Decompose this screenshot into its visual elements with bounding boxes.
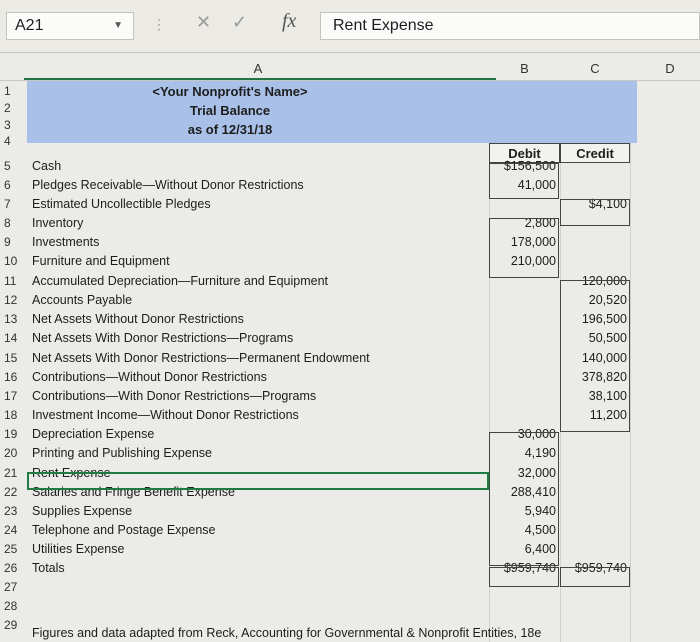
row-number[interactable]: 2 [4,101,11,115]
selected-cell-a21[interactable] [27,472,489,490]
row-number[interactable]: 26 [4,561,18,575]
column-header-c[interactable]: C [590,61,600,76]
row-number[interactable]: 18 [4,408,18,422]
row-number[interactable]: 21 [4,466,18,480]
row-number[interactable]: 28 [4,599,18,613]
row-label[interactable]: Totals [32,561,65,575]
debit-box-cash-pledges [489,163,559,199]
row-label[interactable]: Utilities Expense [32,542,125,556]
row-label[interactable]: Accounts Payable [32,293,133,307]
row-number[interactable]: 12 [4,293,18,307]
credit-value[interactable]: $4,100 [588,197,627,211]
row-label[interactable]: Estimated Uncollectible Pledges [32,197,211,211]
enter-icon[interactable]: ✓ [232,12,248,32]
row-number[interactable]: 27 [4,580,18,594]
formula-bar [0,0,700,53]
credit-value[interactable]: 196,500 [581,312,627,326]
credit-value[interactable]: $959,740 [574,561,627,575]
row-label[interactable]: Contributions—With Donor Restrictions—Programs [32,389,317,403]
credit-header[interactable]: Credit [560,143,630,163]
row-label[interactable]: Depreciation Expense [32,427,155,441]
debit-header[interactable]: Debit [489,143,560,163]
credit-box-liabilities [560,280,630,432]
row-label[interactable]: Investment Income—Without Donor Restrictions [32,408,299,422]
row-number[interactable]: 8 [4,216,11,230]
debit-value[interactable]: $156,500 [503,159,556,173]
footnote: Figures and data adapted from Reck, Accounting for Governmental & Nonprofit Entities, 18e [32,626,542,640]
row-number[interactable]: 17 [4,389,18,403]
column-header-a[interactable]: A [253,61,263,76]
cancel-icon[interactable]: ✕ [196,12,212,32]
column-header-d[interactable]: D [665,61,675,76]
formula-input[interactable]: Rent Expense [320,12,700,40]
org-name: <Your Nonprofit's Name> [152,84,308,99]
debit-value[interactable]: 4,190 [524,446,556,460]
row-number[interactable]: 1 [4,84,11,98]
row-number[interactable]: 3 [4,118,11,132]
row-label[interactable]: Contributions—Without Donor Restrictions [32,370,267,384]
row-label[interactable]: Accumulated Depreciation—Furniture and Equipment [32,274,328,288]
report-date: as of 12/31/18 [187,122,273,137]
debit-value[interactable]: 30,000 [517,427,556,441]
row-number[interactable]: 29 [4,618,18,632]
row-number[interactable]: 19 [4,427,18,441]
row-number[interactable]: 20 [4,446,18,460]
row-label[interactable]: Net Assets Without Donor Restrictions [32,312,244,326]
debit-value[interactable]: 210,000 [510,254,556,268]
column-header-b[interactable]: B [520,61,529,76]
debit-value[interactable]: 178,000 [510,235,556,249]
debit-value[interactable]: $959,740 [503,561,556,575]
row-number[interactable]: 15 [4,351,18,365]
row-number[interactable]: 23 [4,504,18,518]
row-label[interactable]: Pledges Receivable—Without Donor Restrictions [32,178,304,192]
row-label[interactable]: Rent Expense [32,466,111,480]
debit-value[interactable]: 41,000 [517,178,556,192]
row-label[interactable]: Salaries and Fringe Benefit Expense [32,485,235,499]
drag-handle-icon[interactable]: ⋮ [152,16,165,32]
name-box[interactable] [6,12,134,40]
row-label[interactable]: Telephone and Postage Expense [32,523,216,537]
row-number[interactable]: 6 [4,178,11,192]
report-title: Trial Balance [189,103,271,118]
credit-value[interactable]: 50,500 [588,331,627,345]
row-number[interactable]: 9 [4,235,11,249]
credit-total-box [560,567,630,587]
row-label[interactable]: Supplies Expense [32,504,133,518]
debit-value[interactable]: 5,940 [524,504,556,518]
credit-value[interactable]: 20,520 [588,293,627,307]
debit-value[interactable]: 2,800 [524,216,556,230]
row-number[interactable]: 14 [4,331,18,345]
row-label[interactable]: Printing and Publishing Expense [32,446,212,460]
credit-value[interactable]: 378,820 [581,370,627,384]
insert-function-button[interactable]: fx [282,10,297,32]
row-number[interactable]: 25 [4,542,18,556]
row-label[interactable]: Net Assets With Donor Restrictions—Programs [32,331,294,345]
credit-value[interactable]: 38,100 [588,389,627,403]
credit-box-uncollectible [560,199,630,226]
row-number[interactable]: 13 [4,312,18,326]
row-number[interactable]: 7 [4,197,11,211]
row-number[interactable]: 22 [4,485,18,499]
credit-value[interactable]: 11,200 [589,408,627,422]
row-label[interactable]: Inventory [32,216,84,230]
debit-value[interactable]: 288,410 [510,485,556,499]
row-label[interactable]: Investments [32,235,100,249]
row-label[interactable]: Furniture and Equipment [32,254,170,268]
row-number[interactable]: 10 [4,254,18,268]
debit-box-assets [489,218,559,278]
name-box-value: A21 [15,17,44,34]
grid-line [630,81,631,642]
debit-value[interactable]: 32,000 [517,466,556,480]
row-number[interactable]: 11 [4,274,17,288]
row-label[interactable]: Cash [32,159,62,173]
debit-box-expenses [489,432,559,566]
debit-value[interactable]: 6,400 [524,542,556,556]
chevron-down-icon[interactable]: ▼ [113,20,123,31]
debit-value[interactable]: 4,500 [524,523,556,537]
row-number[interactable]: 24 [4,523,18,537]
row-number[interactable]: 16 [4,370,18,384]
credit-value[interactable]: 120,000 [581,274,627,288]
row-number[interactable]: 5 [4,159,11,173]
row-number[interactable]: 4 [4,134,11,148]
credit-value[interactable]: 140,000 [581,351,627,365]
debit-total-box [489,567,559,587]
row-label[interactable]: Net Assets With Donor Restrictions—Permanent Endowment [32,351,370,365]
